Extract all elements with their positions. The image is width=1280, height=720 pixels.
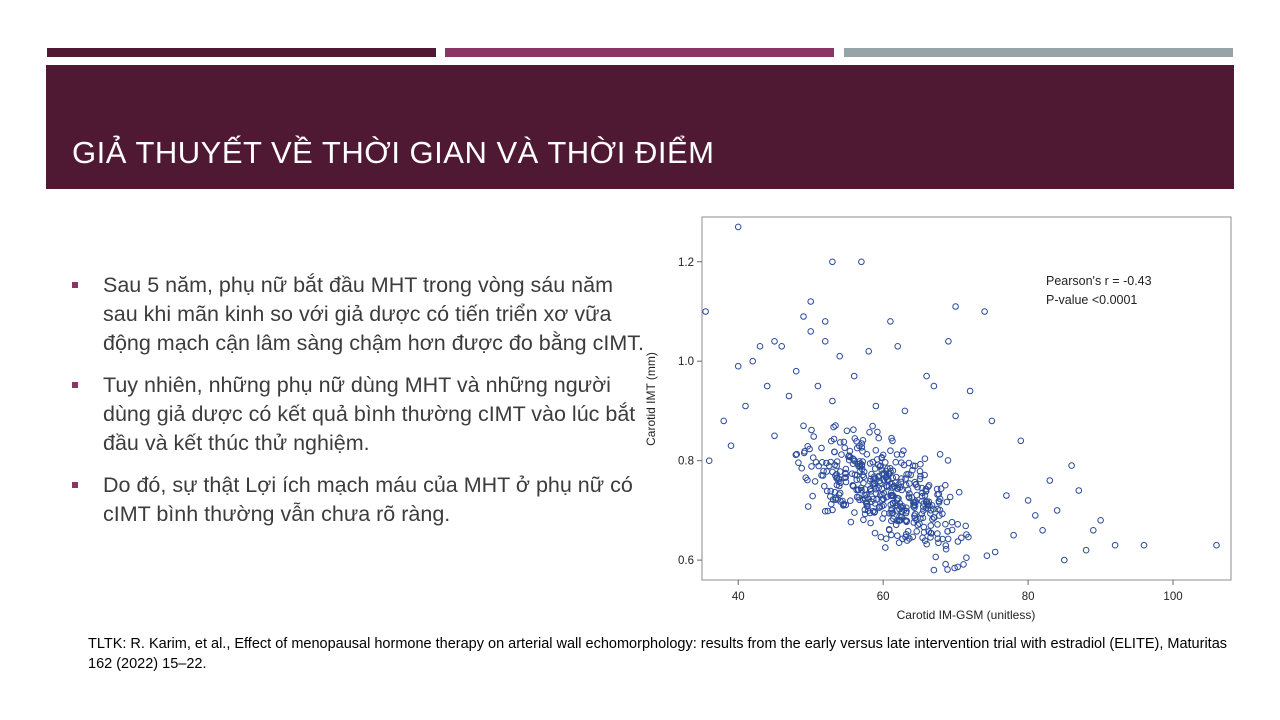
bullet-square-icon bbox=[72, 482, 78, 488]
x-axis-label: Carotid IM-GSM (unitless) bbox=[896, 608, 1036, 622]
y-tick-label: 0.8 bbox=[678, 455, 694, 468]
y-tick-label: 1.2 bbox=[678, 256, 694, 269]
top-bar-gray bbox=[844, 48, 1233, 57]
bullet-text: Sau 5 năm, phụ nữ bắt đầu MHT trong vòng sáu năm sau khi mãn kinh so với giả dược có tiến triển xơ vữa động mạch cận lâm sàng chậm hơn được đo bằng cIMT. bbox=[103, 273, 644, 355]
y-axis-label: Carotid IMT (mm) bbox=[644, 352, 658, 446]
bullet-item bbox=[72, 271, 644, 358]
reference-text: TLTK: R. Karim, et al., Effect of menopausal hormone therapy on arterial wall echomorphology: results from the early versus late intervention trial with estradiol (ELITE), Maturitas 162 (2022) 15–22. bbox=[88, 636, 1228, 672]
x-tick-label: 80 bbox=[1021, 591, 1035, 603]
bullet-text: Tuy nhiên, những phụ nữ dùng MHT và những người dùng giả dược có kết quả bình thường cIMT vào lúc bắt đầu và kết thúc thử nghiệm. bbox=[103, 373, 636, 455]
bullet-text: Do đó, sự thật Lợi ích mạch máu của MHT ở phụ nữ có cIMT bình thường vẫn chưa rõ ràng. bbox=[103, 473, 633, 526]
bullet-item bbox=[72, 371, 644, 458]
bullet-list bbox=[72, 271, 644, 542]
plot-frame bbox=[702, 217, 1231, 580]
y-tick-label: 0.6 bbox=[678, 555, 694, 568]
bullet-square-icon bbox=[72, 282, 78, 288]
chart-annotation-r: Pearson's r = -0.43 bbox=[1046, 274, 1152, 288]
x-tick-label: 40 bbox=[731, 591, 745, 603]
slide-title: GIẢ THUYẾT VỀ THỜI GIAN VÀ THỜI ĐIỂM bbox=[72, 135, 715, 170]
bullet-item bbox=[72, 471, 644, 529]
x-tick-label: 60 bbox=[876, 591, 890, 603]
scatter-chart bbox=[640, 215, 1240, 625]
y-tick-label: 1.0 bbox=[678, 356, 694, 369]
chart-annotation-p: P-value <0.0001 bbox=[1046, 293, 1138, 307]
top-bar-dark bbox=[47, 48, 436, 57]
title-band bbox=[46, 65, 1234, 189]
bullet-square-icon bbox=[72, 382, 78, 388]
top-bar-magenta bbox=[445, 48, 834, 57]
x-tick-label: 100 bbox=[1163, 591, 1183, 603]
